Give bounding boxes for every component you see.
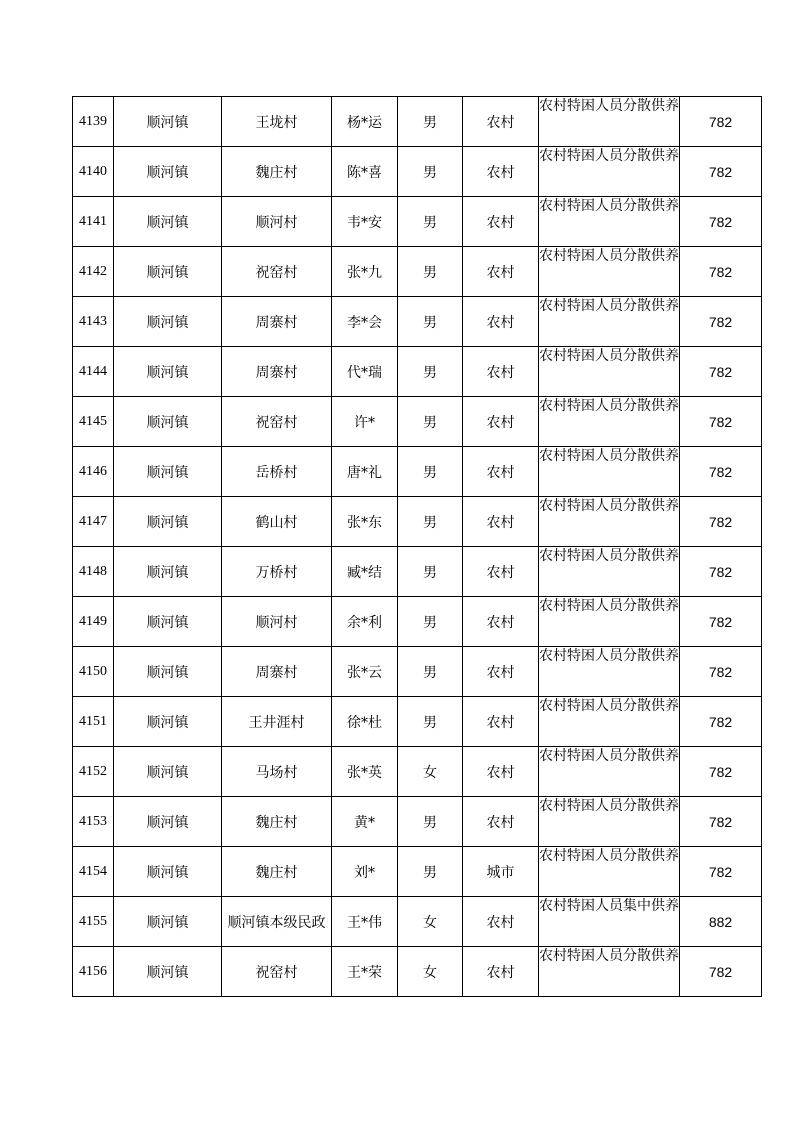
person-name-cell: 李*会: [332, 297, 398, 347]
village-cell: 魏庄村: [222, 797, 332, 847]
town-cell: 顺河镇: [114, 347, 222, 397]
village-cell: 马场村: [222, 747, 332, 797]
area-type-cell: 农村: [463, 597, 539, 647]
amount-cell: 782: [680, 397, 762, 447]
gender-cell: 女: [398, 747, 463, 797]
table-row: [73, 397, 762, 447]
support-category-text: 农村特困人员分散供养: [539, 948, 679, 964]
record-number: 4140: [73, 147, 114, 197]
gender-cell: 男: [398, 197, 463, 247]
record-number: 4147: [73, 497, 114, 547]
town-cell: 顺河镇: [114, 897, 222, 947]
support-category-cell: [539, 497, 680, 547]
support-category-cell: [539, 697, 680, 747]
town-cell: 顺河镇: [114, 797, 222, 847]
support-category-text: 农村特困人员分散供养: [539, 798, 679, 814]
town-cell: 顺河镇: [114, 747, 222, 797]
support-category-cell: [539, 147, 680, 197]
village-cell: 魏庄村: [222, 147, 332, 197]
village-cell: 顺河镇本级民政: [222, 897, 332, 947]
person-name-cell: 余*利: [332, 597, 398, 647]
village-cell: 万桥村: [222, 547, 332, 597]
support-category-text: 农村特困人员分散供养: [539, 398, 679, 414]
area-type-cell: 农村: [463, 747, 539, 797]
village-cell: 王垅村: [222, 97, 332, 147]
support-category-text: 农村特困人员分散供养: [539, 98, 679, 114]
record-number: 4142: [73, 247, 114, 297]
village-cell: 魏庄村: [222, 847, 332, 897]
record-number: 4144: [73, 347, 114, 397]
table-row: [73, 497, 762, 547]
record-number: 4154: [73, 847, 114, 897]
support-category-text: 农村特困人员分散供养: [539, 548, 679, 564]
record-number: 4143: [73, 297, 114, 347]
support-category-text: 农村特困人员分散供养: [539, 148, 679, 164]
table-body: [73, 97, 762, 997]
town-cell: 顺河镇: [114, 97, 222, 147]
record-number: 4155: [73, 897, 114, 947]
amount-cell: 782: [680, 597, 762, 647]
support-category-text: 农村特困人员分散供养: [539, 498, 679, 514]
table-row: [73, 797, 762, 847]
support-category-cell: [539, 547, 680, 597]
support-category-text: 农村特困人员分散供养: [539, 648, 679, 664]
village-cell: 周寨村: [222, 647, 332, 697]
table-row: [73, 247, 762, 297]
town-cell: 顺河镇: [114, 397, 222, 447]
support-category-text: 农村特困人员分散供养: [539, 248, 679, 264]
table-row: [73, 347, 762, 397]
support-category-cell: [539, 897, 680, 947]
table-row: [73, 597, 762, 647]
town-cell: 顺河镇: [114, 197, 222, 247]
town-cell: 顺河镇: [114, 247, 222, 297]
village-cell: 顺河村: [222, 597, 332, 647]
support-category-cell: [539, 197, 680, 247]
area-type-cell: 农村: [463, 347, 539, 397]
table-row: [73, 847, 762, 897]
gender-cell: 男: [398, 497, 463, 547]
record-number: 4153: [73, 797, 114, 847]
record-number: 4156: [73, 947, 114, 997]
support-category-cell: [539, 647, 680, 697]
amount-cell: 782: [680, 747, 762, 797]
record-number: 4145: [73, 397, 114, 447]
gender-cell: 男: [398, 347, 463, 397]
amount-cell: 782: [680, 97, 762, 147]
gender-cell: 男: [398, 647, 463, 697]
town-cell: 顺河镇: [114, 547, 222, 597]
support-category-text: 农村特困人员分散供养: [539, 198, 679, 214]
area-type-cell: 农村: [463, 797, 539, 847]
gender-cell: 男: [398, 247, 463, 297]
support-category-cell: [539, 297, 680, 347]
person-name-cell: 唐*礼: [332, 447, 398, 497]
person-name-cell: 刘*: [332, 847, 398, 897]
gender-cell: 男: [398, 397, 463, 447]
area-type-cell: 农村: [463, 297, 539, 347]
amount-cell: 782: [680, 297, 762, 347]
support-category-cell: [539, 347, 680, 397]
area-type-cell: 城市: [463, 847, 539, 897]
support-category-text: 农村特困人员集中供养: [539, 898, 679, 914]
amount-cell: 782: [680, 847, 762, 897]
village-cell: 王井涯村: [222, 697, 332, 747]
area-type-cell: 农村: [463, 947, 539, 997]
record-number: 4148: [73, 547, 114, 597]
person-name-cell: 杨*运: [332, 97, 398, 147]
gender-cell: 男: [398, 447, 463, 497]
village-cell: 周寨村: [222, 297, 332, 347]
person-name-cell: 代*瑞: [332, 347, 398, 397]
person-name-cell: 黄*: [332, 797, 398, 847]
support-category-cell: [539, 397, 680, 447]
amount-cell: 782: [680, 947, 762, 997]
person-name-cell: 王*伟: [332, 897, 398, 947]
support-category-cell: [539, 947, 680, 997]
support-category-text: 农村特困人员分散供养: [539, 348, 679, 364]
village-cell: 岳桥村: [222, 447, 332, 497]
amount-cell: 782: [680, 247, 762, 297]
support-category-text: 农村特困人员分散供养: [539, 848, 679, 864]
person-name-cell: 张*九: [332, 247, 398, 297]
town-cell: 顺河镇: [114, 847, 222, 897]
table-row: [73, 747, 762, 797]
support-category-cell: [539, 597, 680, 647]
person-name-cell: 王*荣: [332, 947, 398, 997]
person-name-cell: 徐*杜: [332, 697, 398, 747]
amount-cell: 882: [680, 897, 762, 947]
person-name-cell: 韦*安: [332, 197, 398, 247]
table-row: [73, 447, 762, 497]
town-cell: 顺河镇: [114, 297, 222, 347]
village-cell: 祝窑村: [222, 397, 332, 447]
village-cell: 祝窑村: [222, 247, 332, 297]
record-number: 4150: [73, 647, 114, 697]
records-table: [72, 96, 762, 997]
area-type-cell: 农村: [463, 497, 539, 547]
town-cell: 顺河镇: [114, 497, 222, 547]
gender-cell: 男: [398, 297, 463, 347]
table-row: [73, 97, 762, 147]
village-cell: 周寨村: [222, 347, 332, 397]
table-row: [73, 897, 762, 947]
table-row: [73, 297, 762, 347]
village-cell: 鹤山村: [222, 497, 332, 547]
area-type-cell: 农村: [463, 197, 539, 247]
town-cell: 顺河镇: [114, 447, 222, 497]
support-category-cell: [539, 97, 680, 147]
person-name-cell: 陈*喜: [332, 147, 398, 197]
gender-cell: 男: [398, 547, 463, 597]
support-category-text: 农村特困人员分散供养: [539, 698, 679, 714]
amount-cell: 782: [680, 197, 762, 247]
support-category-text: 农村特困人员分散供养: [539, 298, 679, 314]
area-type-cell: 农村: [463, 697, 539, 747]
area-type-cell: 农村: [463, 147, 539, 197]
amount-cell: 782: [680, 497, 762, 547]
record-number: 4149: [73, 597, 114, 647]
amount-cell: 782: [680, 547, 762, 597]
record-number: 4152: [73, 747, 114, 797]
area-type-cell: 农村: [463, 647, 539, 697]
support-category-text: 农村特困人员分散供养: [539, 598, 679, 614]
area-type-cell: 农村: [463, 247, 539, 297]
area-type-cell: 农村: [463, 547, 539, 597]
area-type-cell: 农村: [463, 97, 539, 147]
table-row: [73, 697, 762, 747]
gender-cell: 女: [398, 897, 463, 947]
gender-cell: 男: [398, 97, 463, 147]
person-name-cell: 张*英: [332, 747, 398, 797]
gender-cell: 女: [398, 947, 463, 997]
support-category-cell: [539, 447, 680, 497]
town-cell: 顺河镇: [114, 947, 222, 997]
table-row: [73, 197, 762, 247]
gender-cell: 男: [398, 847, 463, 897]
table-row: [73, 547, 762, 597]
table-row: [73, 147, 762, 197]
village-cell: 祝窑村: [222, 947, 332, 997]
person-name-cell: 臧*结: [332, 547, 398, 597]
amount-cell: 782: [680, 347, 762, 397]
gender-cell: 男: [398, 797, 463, 847]
area-type-cell: 农村: [463, 397, 539, 447]
record-number: 4146: [73, 447, 114, 497]
village-cell: 顺河村: [222, 197, 332, 247]
record-number: 4139: [73, 97, 114, 147]
amount-cell: 782: [680, 447, 762, 497]
table-row: [73, 947, 762, 997]
record-number: 4141: [73, 197, 114, 247]
amount-cell: 782: [680, 697, 762, 747]
town-cell: 顺河镇: [114, 647, 222, 697]
record-number: 4151: [73, 697, 114, 747]
gender-cell: 男: [398, 597, 463, 647]
town-cell: 顺河镇: [114, 147, 222, 197]
support-category-text: 农村特困人员分散供养: [539, 748, 679, 764]
amount-cell: 782: [680, 147, 762, 197]
gender-cell: 男: [398, 147, 463, 197]
table-row: [73, 647, 762, 697]
person-name-cell: 张*东: [332, 497, 398, 547]
support-category-cell: [539, 747, 680, 797]
town-cell: 顺河镇: [114, 697, 222, 747]
support-category-cell: [539, 847, 680, 897]
gender-cell: 男: [398, 697, 463, 747]
amount-cell: 782: [680, 647, 762, 697]
support-category-text: 农村特困人员分散供养: [539, 448, 679, 464]
support-category-cell: [539, 797, 680, 847]
area-type-cell: 农村: [463, 897, 539, 947]
amount-cell: 782: [680, 797, 762, 847]
area-type-cell: 农村: [463, 447, 539, 497]
support-category-cell: [539, 247, 680, 297]
person-name-cell: 张*云: [332, 647, 398, 697]
person-name-cell: 许*: [332, 397, 398, 447]
town-cell: 顺河镇: [114, 597, 222, 647]
